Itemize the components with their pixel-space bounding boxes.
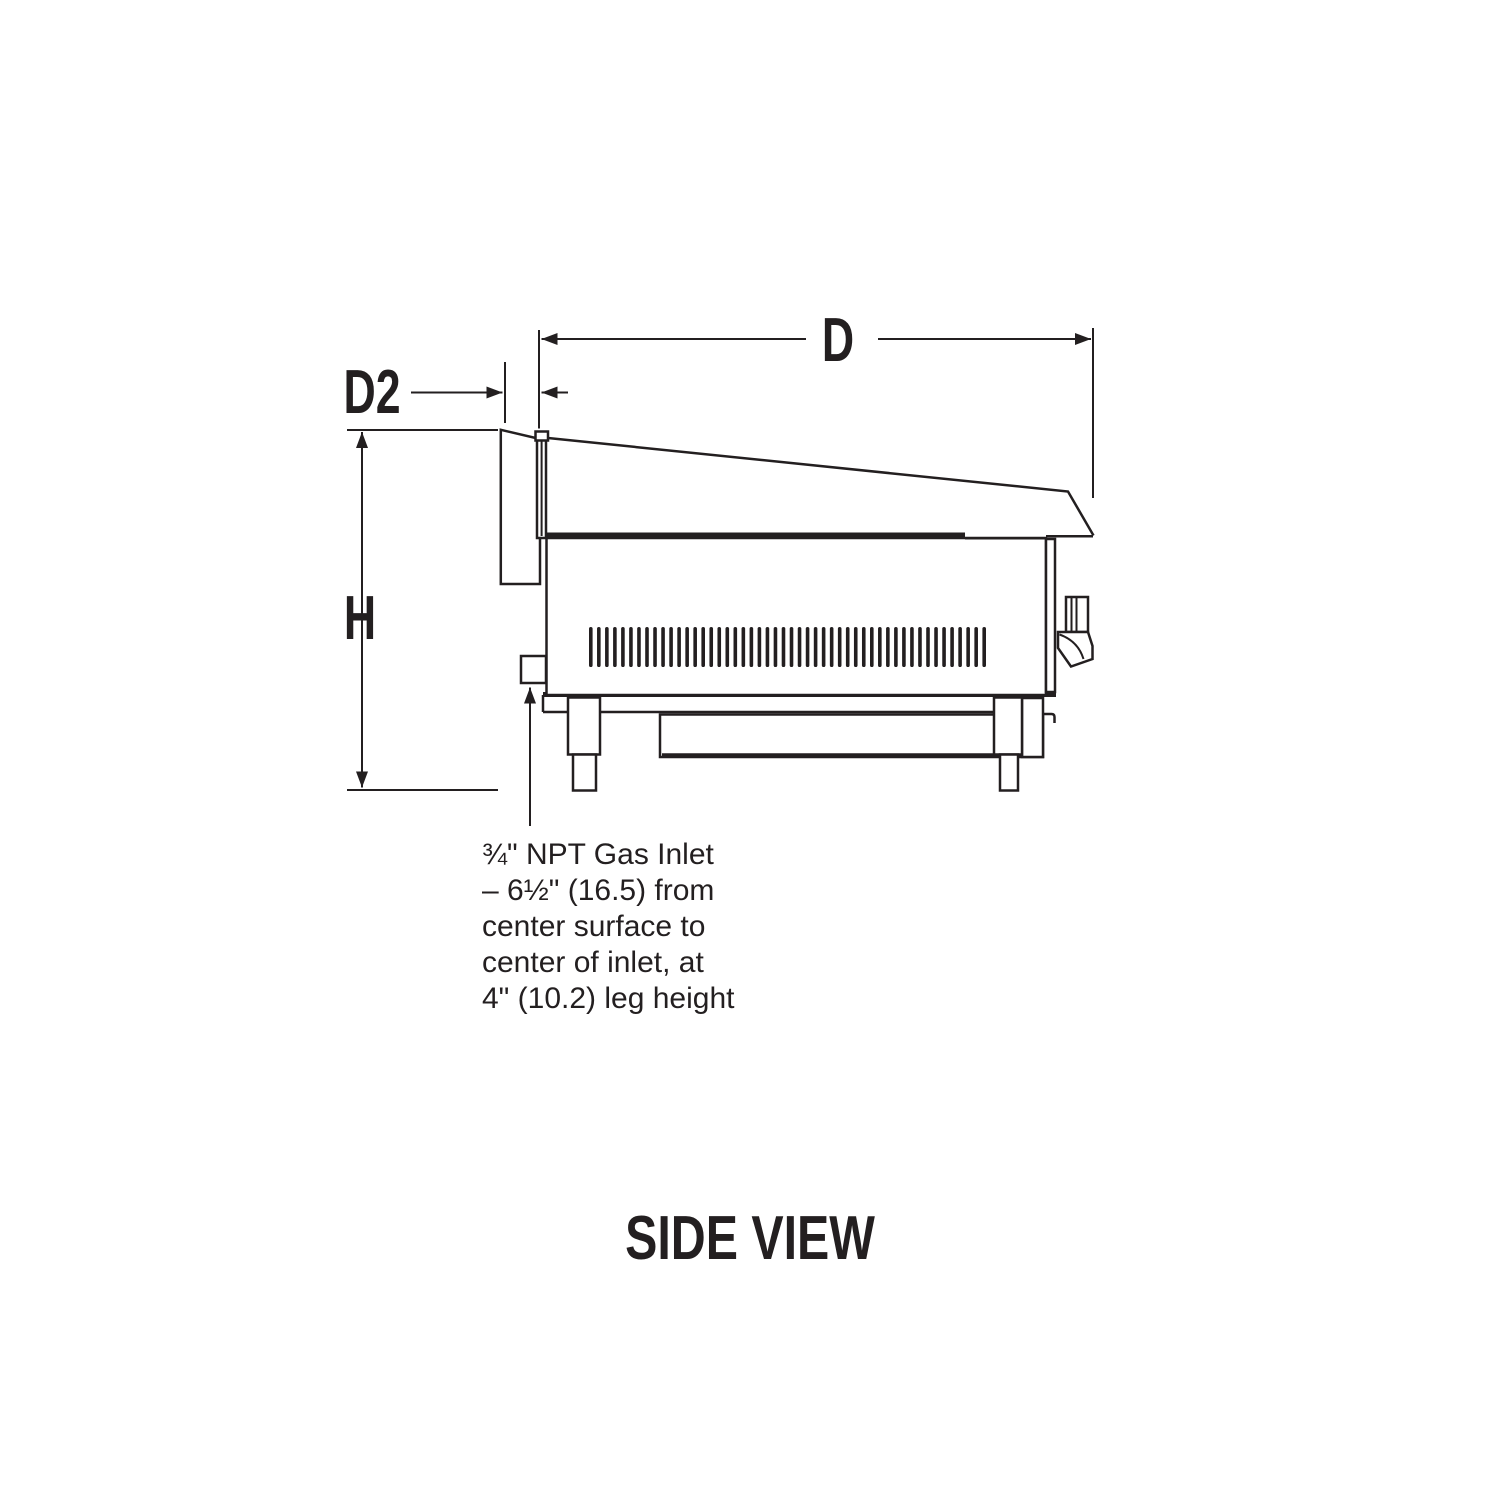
vent-slat bbox=[846, 627, 850, 667]
vent-slat bbox=[605, 627, 609, 667]
vent-slat bbox=[758, 627, 762, 667]
vent-slat bbox=[950, 627, 954, 667]
vent-slat bbox=[750, 627, 754, 667]
vent-slat bbox=[790, 627, 794, 667]
vent-slat bbox=[862, 627, 866, 667]
vent-slat bbox=[661, 627, 665, 667]
vent-slat bbox=[926, 627, 930, 667]
body-box bbox=[547, 538, 1047, 695]
vent-slat bbox=[685, 627, 689, 667]
vent-slat bbox=[766, 627, 770, 667]
vent-slat bbox=[597, 627, 601, 667]
vent-slat bbox=[734, 627, 738, 667]
vent-slat bbox=[645, 627, 649, 667]
vent-slat bbox=[982, 627, 986, 667]
gas-note-line-1: ¾" NPT Gas Inlet bbox=[482, 838, 714, 871]
body-right-strip bbox=[1046, 539, 1055, 692]
gas-note-line-5: 4" (10.2) leg height bbox=[482, 982, 735, 1015]
vent-slat bbox=[774, 627, 778, 667]
vent-slat bbox=[878, 627, 882, 667]
vent-slat bbox=[669, 627, 673, 667]
vent-slat bbox=[830, 627, 834, 667]
vent-slat bbox=[653, 627, 657, 667]
left-leg-upper bbox=[568, 698, 600, 755]
right-leg-foot bbox=[1000, 755, 1018, 791]
splash-guard bbox=[501, 430, 540, 584]
dim-d2-label: D2 bbox=[343, 357, 401, 427]
rear-corner-bracket bbox=[1022, 698, 1043, 757]
dim-d-label: D bbox=[821, 305, 855, 375]
view-title: SIDE VIEW bbox=[625, 1203, 875, 1273]
vent-slat bbox=[854, 627, 858, 667]
gas-inlet-note bbox=[482, 838, 735, 1015]
drain-spout bbox=[1058, 632, 1093, 667]
gas-inlet-fitting bbox=[521, 656, 546, 683]
vent-slat bbox=[838, 627, 842, 667]
vent-slat bbox=[822, 627, 826, 667]
base-frame bbox=[543, 695, 1055, 757]
vent-slat bbox=[709, 627, 713, 667]
cooktop-slope bbox=[548, 438, 1094, 536]
vent-slat bbox=[613, 627, 617, 667]
grease-drain bbox=[1058, 597, 1093, 667]
vent-slat bbox=[629, 627, 633, 667]
gas-note-line-4: center of inlet, at bbox=[482, 946, 704, 979]
vent-slat bbox=[958, 627, 962, 667]
vent-slat bbox=[910, 627, 914, 667]
vent-slat bbox=[870, 627, 874, 667]
vent-slat bbox=[886, 627, 890, 667]
dim-h-label: H bbox=[343, 583, 377, 653]
frame-right-hook bbox=[1043, 714, 1055, 723]
left-leg-foot bbox=[573, 755, 596, 791]
gas-note-line-3: center surface to bbox=[482, 910, 706, 943]
bottom-recessed-panel bbox=[660, 715, 1043, 758]
vent-slat bbox=[717, 627, 721, 667]
vent-slat bbox=[966, 627, 970, 667]
vent-slat bbox=[934, 627, 938, 667]
vent-slat bbox=[742, 627, 746, 667]
vent-slat bbox=[782, 627, 786, 667]
vent-slat bbox=[677, 627, 681, 667]
vent-slat bbox=[589, 627, 593, 667]
vent-slat bbox=[725, 627, 729, 667]
right-leg-upper bbox=[994, 698, 1022, 755]
vent-slat bbox=[806, 627, 810, 667]
vent-slat bbox=[701, 627, 705, 667]
gas-note-line-2: – 6½" (16.5) from bbox=[482, 874, 715, 907]
vent-slat bbox=[894, 627, 898, 667]
splash-guard-assembly bbox=[501, 430, 548, 584]
vent-slat bbox=[637, 627, 641, 667]
vent-slat bbox=[942, 627, 946, 667]
vent-slat bbox=[693, 627, 697, 667]
vent-slat bbox=[814, 627, 818, 667]
vent-slat bbox=[918, 627, 922, 667]
plate-edge-cap bbox=[536, 432, 549, 441]
vent-slat bbox=[798, 627, 802, 667]
vent-slat bbox=[902, 627, 906, 667]
vent-slat bbox=[974, 627, 978, 667]
body bbox=[543, 438, 1094, 695]
vent-slat bbox=[621, 627, 625, 667]
